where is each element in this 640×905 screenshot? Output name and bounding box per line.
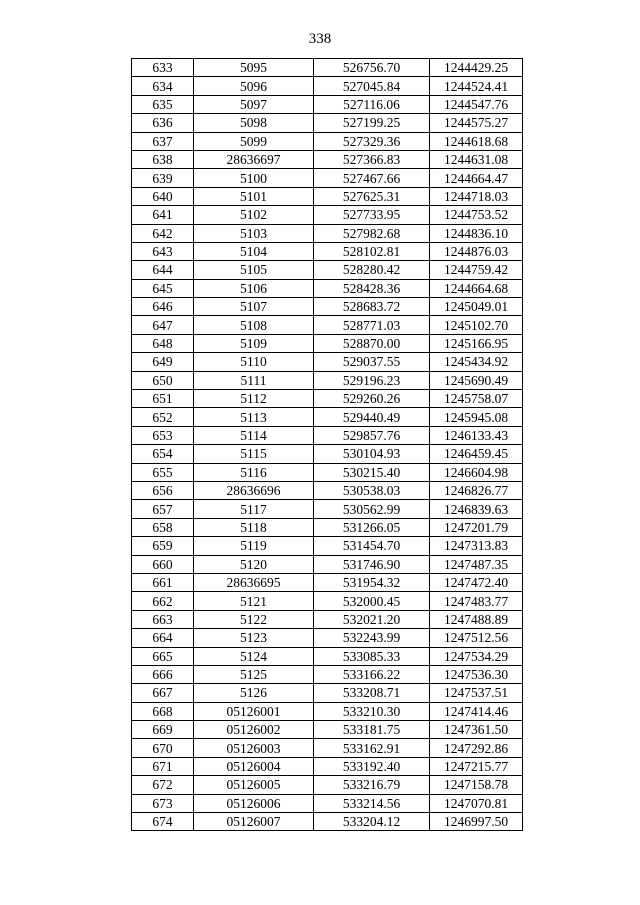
y-coordinate-cell: 1247472.40 [430,573,523,591]
y-coordinate-cell: 1246459.45 [430,445,523,463]
table-row [132,298,523,316]
point-id-cell: 5099 [194,132,314,150]
row-index-cell: 660 [132,555,194,573]
table-row [132,794,523,812]
point-id-cell: 5116 [194,463,314,481]
table-row [132,390,523,408]
y-coordinate-cell: 1244575.27 [430,114,523,132]
x-coordinate-cell: 530562.99 [314,500,430,518]
point-id-cell: 28636697 [194,150,314,168]
y-coordinate-cell: 1246826.77 [430,481,523,499]
table-row [132,463,523,481]
table-row [132,445,523,463]
table-row [132,629,523,647]
point-id-cell: 5114 [194,426,314,444]
point-id-cell: 5097 [194,95,314,113]
x-coordinate-cell: 528102.81 [314,242,430,260]
row-index-cell: 633 [132,59,194,77]
x-coordinate-cell: 530538.03 [314,481,430,499]
x-coordinate-cell: 527329.36 [314,132,430,150]
row-index-cell: 637 [132,132,194,150]
y-coordinate-cell: 1245102.70 [430,316,523,334]
y-coordinate-cell: 1247534.29 [430,647,523,665]
y-coordinate-cell: 1247292.86 [430,739,523,757]
table-row [132,206,523,224]
point-id-cell: 5125 [194,665,314,683]
x-coordinate-cell: 527733.95 [314,206,430,224]
x-coordinate-cell: 533204.12 [314,813,430,831]
y-coordinate-cell: 1244759.42 [430,261,523,279]
x-coordinate-cell: 533085.33 [314,647,430,665]
x-coordinate-cell: 526756.70 [314,59,430,77]
table-row [132,555,523,573]
point-id-cell: 28636696 [194,481,314,499]
y-coordinate-cell: 1245945.08 [430,408,523,426]
row-index-cell: 658 [132,518,194,536]
point-id-cell: 5113 [194,408,314,426]
row-index-cell: 642 [132,224,194,242]
row-index-cell: 671 [132,757,194,775]
table-row [132,684,523,702]
row-index-cell: 647 [132,316,194,334]
point-id-cell: 05126001 [194,702,314,720]
y-coordinate-cell: 1244524.41 [430,77,523,95]
row-index-cell: 661 [132,573,194,591]
row-index-cell: 672 [132,776,194,794]
x-coordinate-cell: 528280.42 [314,261,430,279]
x-coordinate-cell: 527366.83 [314,150,430,168]
point-id-cell: 5107 [194,298,314,316]
x-coordinate-cell: 533166.22 [314,665,430,683]
table-row [132,757,523,775]
x-coordinate-cell: 533162.91 [314,739,430,757]
point-id-cell: 5117 [194,500,314,518]
x-coordinate-cell: 530104.93 [314,445,430,463]
point-id-cell: 5120 [194,555,314,573]
row-index-cell: 654 [132,445,194,463]
row-index-cell: 669 [132,721,194,739]
row-index-cell: 653 [132,426,194,444]
table-row [132,316,523,334]
x-coordinate-cell: 529440.49 [314,408,430,426]
point-id-cell: 05126006 [194,794,314,812]
row-index-cell: 674 [132,813,194,831]
point-id-cell: 5103 [194,224,314,242]
table-row [132,187,523,205]
y-coordinate-cell: 1244753.52 [430,206,523,224]
y-coordinate-cell: 1244547.76 [430,95,523,113]
x-coordinate-cell: 528870.00 [314,334,430,352]
row-index-cell: 652 [132,408,194,426]
table-row [132,813,523,831]
table-row [132,647,523,665]
point-id-cell: 5122 [194,610,314,628]
y-coordinate-cell: 1244664.47 [430,169,523,187]
point-id-cell: 5106 [194,279,314,297]
point-id-cell: 05126005 [194,776,314,794]
y-coordinate-cell: 1247215.77 [430,757,523,775]
table-row [132,77,523,95]
coordinates-table-body [132,59,523,831]
table-row [132,59,523,77]
row-index-cell: 636 [132,114,194,132]
point-id-cell: 5110 [194,353,314,371]
row-index-cell: 659 [132,537,194,555]
point-id-cell: 05126002 [194,721,314,739]
y-coordinate-cell: 1247158.78 [430,776,523,794]
y-coordinate-cell: 1244631.08 [430,150,523,168]
x-coordinate-cell: 529260.26 [314,390,430,408]
table-row [132,481,523,499]
x-coordinate-cell: 531954.32 [314,573,430,591]
x-coordinate-cell: 529037.55 [314,353,430,371]
x-coordinate-cell: 533216.79 [314,776,430,794]
table-row [132,242,523,260]
x-coordinate-cell: 527045.84 [314,77,430,95]
table-row [132,132,523,150]
point-id-cell: 5121 [194,592,314,610]
x-coordinate-cell: 530215.40 [314,463,430,481]
y-coordinate-cell: 1244876.03 [430,242,523,260]
point-id-cell: 5105 [194,261,314,279]
row-index-cell: 667 [132,684,194,702]
y-coordinate-cell: 1247488.89 [430,610,523,628]
row-index-cell: 662 [132,592,194,610]
table-row [132,573,523,591]
point-id-cell: 05126007 [194,813,314,831]
y-coordinate-cell: 1244664.68 [430,279,523,297]
point-id-cell: 5126 [194,684,314,702]
row-index-cell: 643 [132,242,194,260]
y-coordinate-cell: 1247070.81 [430,794,523,812]
x-coordinate-cell: 533210.30 [314,702,430,720]
row-index-cell: 644 [132,261,194,279]
x-coordinate-cell: 529857.76 [314,426,430,444]
row-index-cell: 664 [132,629,194,647]
point-id-cell: 5108 [194,316,314,334]
point-id-cell: 5101 [194,187,314,205]
table-row [132,739,523,757]
y-coordinate-cell: 1245166.95 [430,334,523,352]
y-coordinate-cell: 1244718.03 [430,187,523,205]
y-coordinate-cell: 1245758.07 [430,390,523,408]
row-index-cell: 657 [132,500,194,518]
row-index-cell: 670 [132,739,194,757]
table-row [132,721,523,739]
table-row [132,353,523,371]
table-row [132,371,523,389]
coordinates-table [131,58,523,831]
point-id-cell: 5109 [194,334,314,352]
point-id-cell: 05126003 [194,739,314,757]
x-coordinate-cell: 533208.71 [314,684,430,702]
y-coordinate-cell: 1246133.43 [430,426,523,444]
table-row [132,95,523,113]
point-id-cell: 5119 [194,537,314,555]
point-id-cell: 5111 [194,371,314,389]
x-coordinate-cell: 527625.31 [314,187,430,205]
table-row [132,150,523,168]
point-id-cell: 5124 [194,647,314,665]
y-coordinate-cell: 1246839.63 [430,500,523,518]
table-row [132,261,523,279]
row-index-cell: 656 [132,481,194,499]
table-row [132,114,523,132]
point-id-cell: 5115 [194,445,314,463]
y-coordinate-cell: 1244429.25 [430,59,523,77]
y-coordinate-cell: 1246997.50 [430,813,523,831]
table-row [132,426,523,444]
x-coordinate-cell: 527199.25 [314,114,430,132]
table-row [132,592,523,610]
table-row [132,224,523,242]
table-row [132,537,523,555]
x-coordinate-cell: 528428.36 [314,279,430,297]
table-row [132,500,523,518]
point-id-cell: 5098 [194,114,314,132]
table-row [132,279,523,297]
point-id-cell: 5104 [194,242,314,260]
row-index-cell: 648 [132,334,194,352]
x-coordinate-cell: 531746.90 [314,555,430,573]
x-coordinate-cell: 527116.06 [314,95,430,113]
x-coordinate-cell: 531266.05 [314,518,430,536]
table-row [132,665,523,683]
row-index-cell: 655 [132,463,194,481]
y-coordinate-cell: 1247313.83 [430,537,523,555]
y-coordinate-cell: 1245690.49 [430,371,523,389]
point-id-cell: 5112 [194,390,314,408]
row-index-cell: 638 [132,150,194,168]
y-coordinate-cell: 1247201.79 [430,518,523,536]
table-row [132,776,523,794]
point-id-cell: 5100 [194,169,314,187]
x-coordinate-cell: 533192.40 [314,757,430,775]
page-number: 338 [308,31,332,47]
y-coordinate-cell: 1245434.92 [430,353,523,371]
table-row [132,334,523,352]
row-index-cell: 641 [132,206,194,224]
point-id-cell: 5095 [194,59,314,77]
x-coordinate-cell: 531454.70 [314,537,430,555]
row-index-cell: 634 [132,77,194,95]
y-coordinate-cell: 1247536.30 [430,665,523,683]
y-coordinate-cell: 1247361.50 [430,721,523,739]
row-index-cell: 649 [132,353,194,371]
row-index-cell: 666 [132,665,194,683]
point-id-cell: 28636695 [194,573,314,591]
y-coordinate-cell: 1245049.01 [430,298,523,316]
row-index-cell: 635 [132,95,194,113]
row-index-cell: 646 [132,298,194,316]
y-coordinate-cell: 1247487.35 [430,555,523,573]
y-coordinate-cell: 1244836.10 [430,224,523,242]
row-index-cell: 640 [132,187,194,205]
row-index-cell: 645 [132,279,194,297]
row-index-cell: 673 [132,794,194,812]
table-row [132,169,523,187]
y-coordinate-cell: 1247414.46 [430,702,523,720]
point-id-cell: 5118 [194,518,314,536]
x-coordinate-cell: 528683.72 [314,298,430,316]
row-index-cell: 651 [132,390,194,408]
row-index-cell: 665 [132,647,194,665]
table-row [132,702,523,720]
point-id-cell: 5123 [194,629,314,647]
x-coordinate-cell: 527982.68 [314,224,430,242]
x-coordinate-cell: 533181.75 [314,721,430,739]
table-row [132,610,523,628]
row-index-cell: 663 [132,610,194,628]
row-index-cell: 668 [132,702,194,720]
row-index-cell: 639 [132,169,194,187]
x-coordinate-cell: 532021.20 [314,610,430,628]
x-coordinate-cell: 532243.99 [314,629,430,647]
x-coordinate-cell: 533214.56 [314,794,430,812]
x-coordinate-cell: 532000.45 [314,592,430,610]
y-coordinate-cell: 1247483.77 [430,592,523,610]
point-id-cell: 05126004 [194,757,314,775]
point-id-cell: 5096 [194,77,314,95]
y-coordinate-cell: 1247537.51 [430,684,523,702]
x-coordinate-cell: 528771.03 [314,316,430,334]
point-id-cell: 5102 [194,206,314,224]
y-coordinate-cell: 1246604.98 [430,463,523,481]
y-coordinate-cell: 1244618.68 [430,132,523,150]
y-coordinate-cell: 1247512.56 [430,629,523,647]
x-coordinate-cell: 527467.66 [314,169,430,187]
table-row [132,518,523,536]
x-coordinate-cell: 529196.23 [314,371,430,389]
row-index-cell: 650 [132,371,194,389]
table-row [132,408,523,426]
